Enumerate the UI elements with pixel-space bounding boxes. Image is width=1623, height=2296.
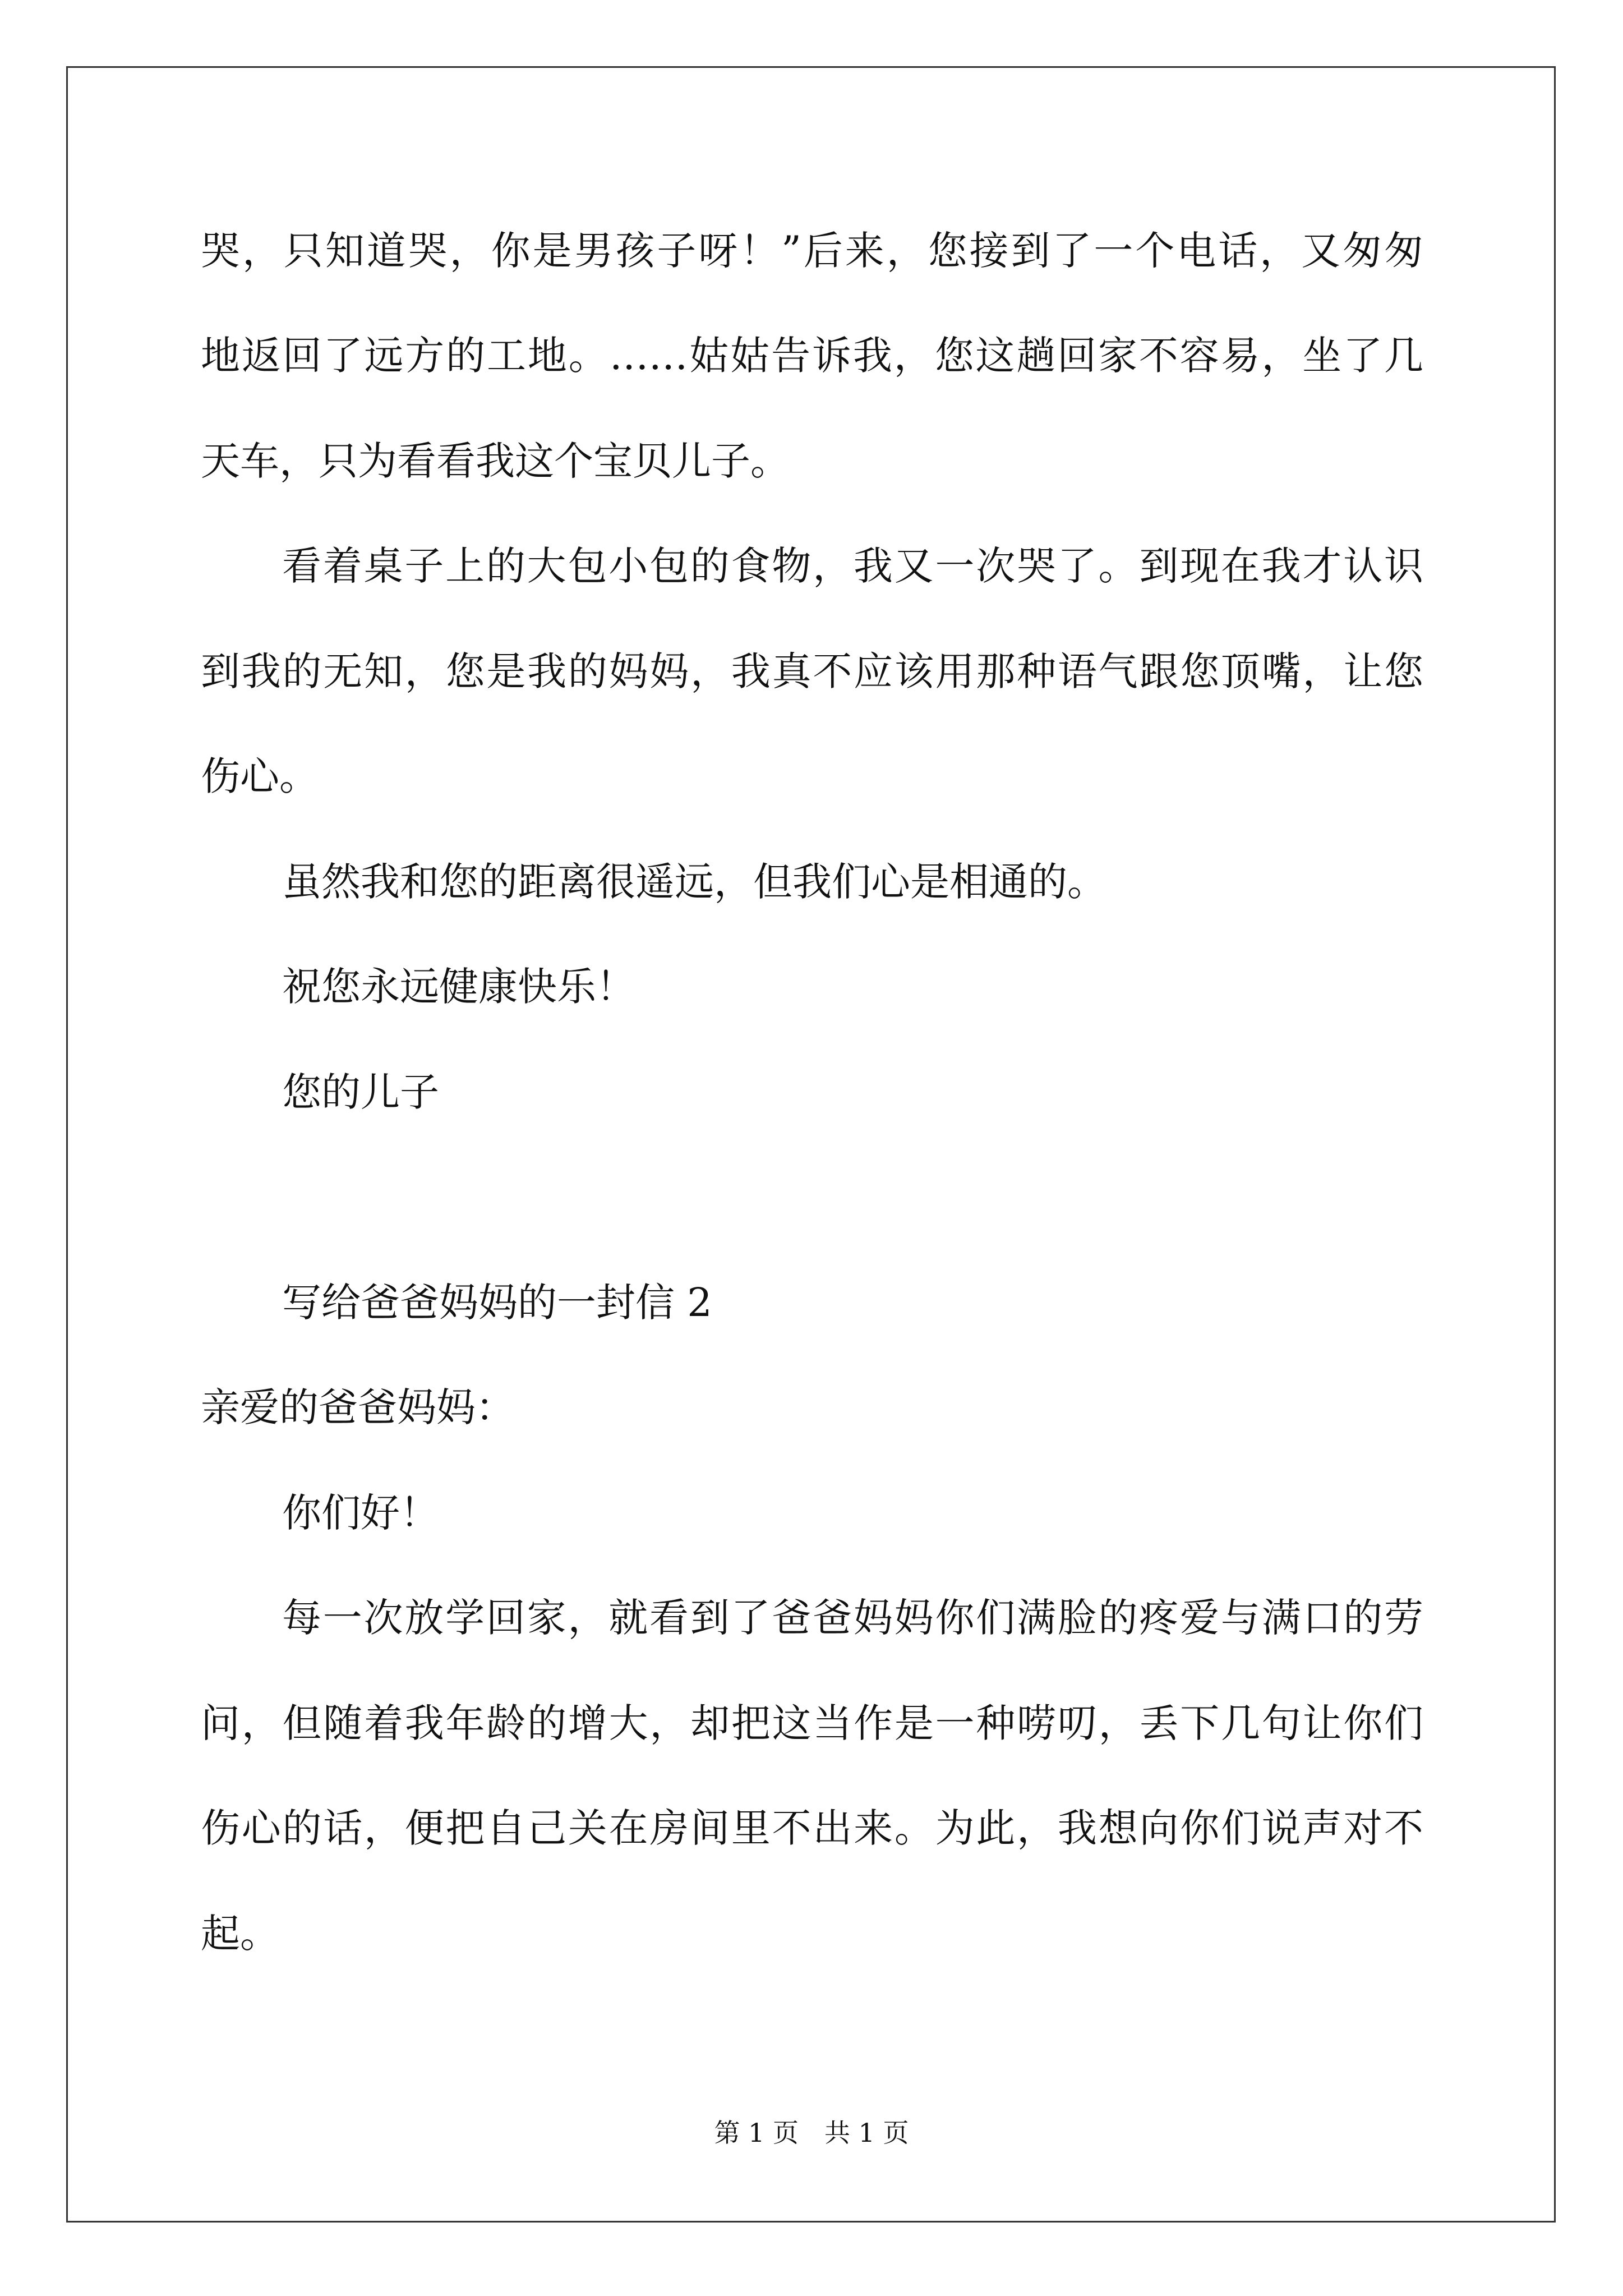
paragraph-line: 伤心。 [201, 753, 319, 799]
paragraph-line: 地返回了远方的工地。……姑姑告诉我，您这趟回家不容易，坐了几 [201, 333, 1423, 379]
greeting: 你们好！ [282, 1490, 439, 1536]
page-number-footer: 第 1 页 共 1 页 [714, 2118, 909, 2148]
paragraph-line: 虽然我和您的距离很遥远，但我们心是相通的。 [282, 859, 1106, 905]
signature-line: 您的儿子 [282, 1069, 439, 1115]
paragraph-line: 到我的无知，您是我的妈妈，我真不应该用那种语气跟您顶嘴，让您 [201, 648, 1423, 694]
salutation: 亲爱的爸爸妈妈： [201, 1384, 515, 1430]
paragraph-line: 问，但随着我年龄的增大，却把这当作是一种唠叨，丢下几句让你们 [201, 1700, 1423, 1746]
paragraph-line: 哭，只知道哭，你是男孩子呀！”后来，您接到了一个电话，又匆匆 [201, 228, 1423, 274]
paragraph-line: 伤心的话，便把自己关在房间里不出来。为此，我想向你们说声对不 [201, 1805, 1423, 1851]
paragraph-line: 天车，只为看看我这个宝贝儿子。 [201, 438, 790, 484]
page-border [66, 66, 1556, 2223]
paragraph-line: 看着桌子上的大包小包的食物，我又一次哭了。到现在我才认识 [282, 543, 1423, 589]
paragraph-line: 起。 [201, 1911, 279, 1957]
paragraph-line: 每一次放学回家，就看到了爸爸妈妈你们满脸的疼爱与满口的劳 [282, 1595, 1423, 1641]
closing-line: 祝您永远健康快乐！ [282, 964, 635, 1010]
letter-title: 写给爸爸妈妈的一封信 2 [282, 1280, 712, 1326]
